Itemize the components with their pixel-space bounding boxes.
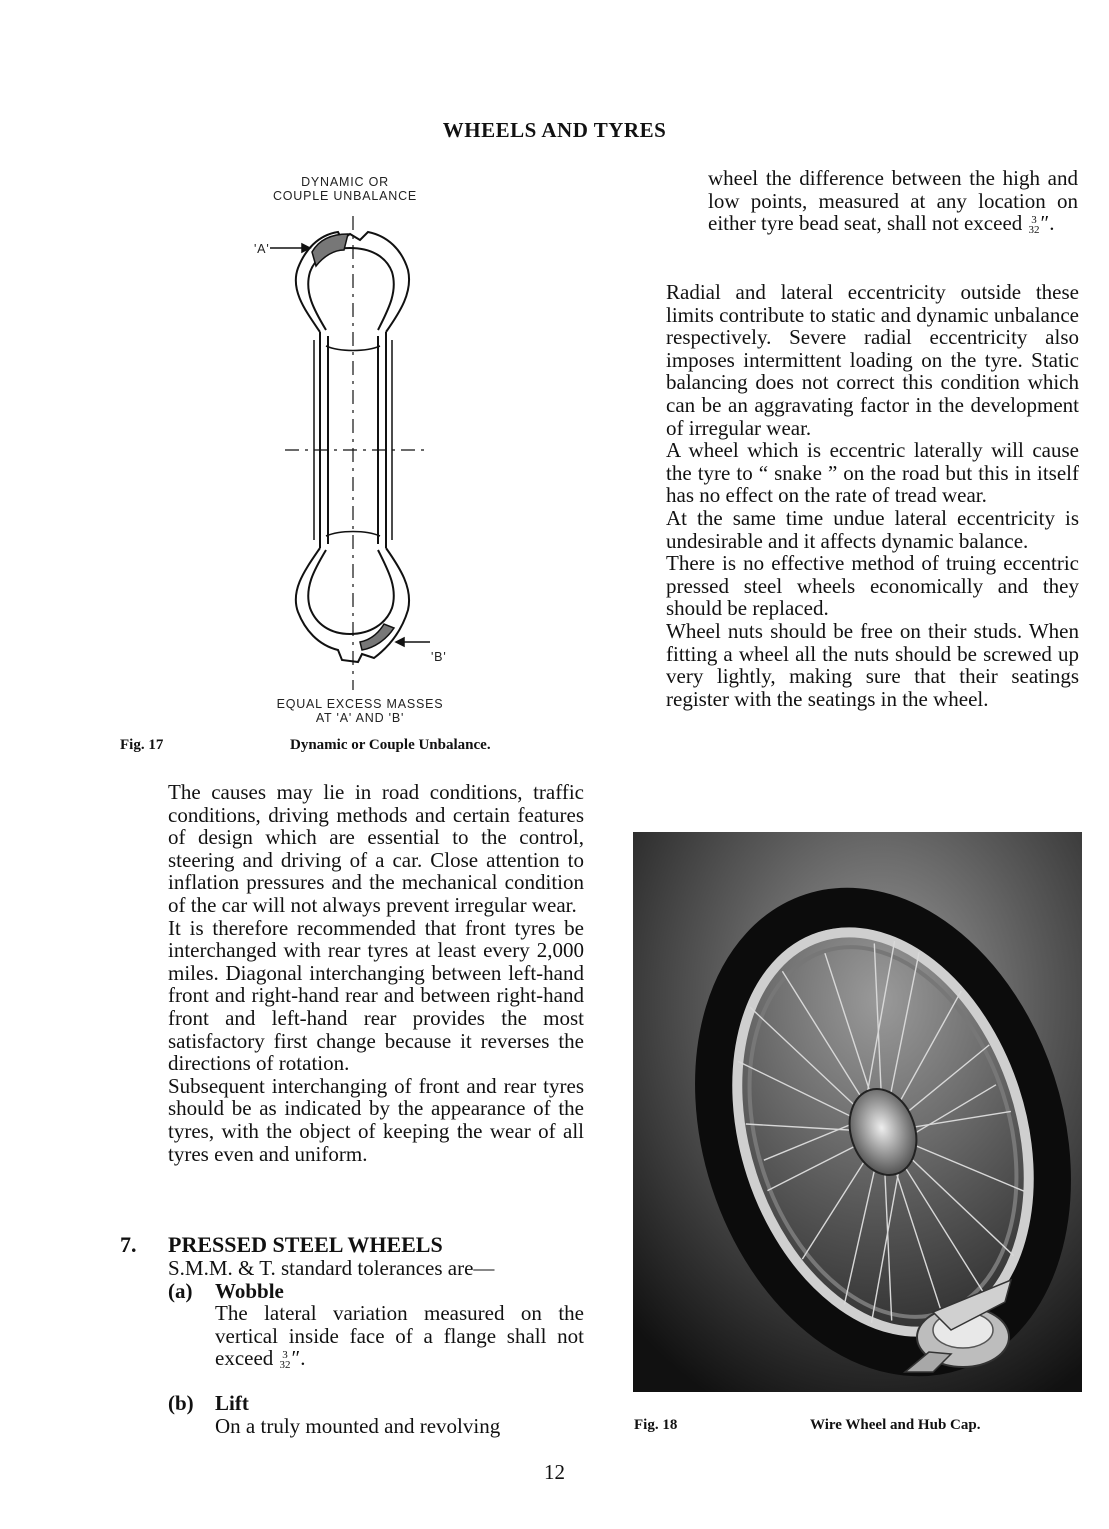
fig17-tyre-cross-section-diagram (250, 210, 450, 700)
marker-b-label: 'B' (431, 650, 447, 664)
fig17-label-bottom-line2: AT 'A' AND 'B' (315, 711, 405, 725)
paragraph-lateral: At the same time undue lateral eccentricity is undesirable and it affects dynamic balance. (666, 505, 1079, 553)
left-body-text (168, 781, 584, 1165)
paragraph-wheel-nuts: Wheel nuts should be free on their studs. When fitting a wheel all the nuts should be screwed up very lightly, making sure that their seatings register with the seatings in the wheel. (666, 618, 1079, 711)
paragraph-subsequent: Subsequent interchanging of front and rear tyres should be as indicated by the appearance of the tyres, with the object of keeping the wear of all tyres even and uniform. (168, 1073, 584, 1166)
paragraph-causes: The causes may lie in road conditions, traffic conditions, driving methods and certain features of design which are essential to the control, steering and driving of a car. Close attention to inflation pressures and the mechanical condition of the car will not always prevent irregular wear. (168, 780, 584, 917)
item-b-text: On a truly mounted and revolving (215, 1414, 501, 1438)
section-heading: PRESSED STEEL WHEELS (168, 1232, 443, 1257)
fraction-3-32-right: 3 32 (1028, 214, 1040, 237)
page-number: 12 (544, 1460, 565, 1484)
item-a-text: The lateral variation measured on the vertical inside face of a flange shall not exceed 3 32 ″. (215, 1301, 584, 1372)
excess-mass-b (360, 624, 394, 650)
fig17-label-top-line2: COUPLE UNBALANCE (272, 189, 418, 203)
item-a-title: Wobble (215, 1279, 284, 1303)
fig17-label-bottom (265, 697, 455, 725)
fig17-caption-text: Dynamic or Couple Unbalance. (290, 737, 491, 753)
right-body-text (666, 281, 1079, 710)
item-b-label: (b) (168, 1391, 194, 1415)
fig17-label-bottom-line1: EQUAL EXCESS MASSES (276, 697, 444, 711)
fraction-3-32: 3 32 (279, 1349, 291, 1372)
paragraph-snake: A wheel which is eccentric laterally will cause the tyre to “ snake ” on the road but this in itself has no effect on the rate of tread wear. (666, 438, 1079, 508)
lower-tyre-inner (308, 550, 394, 634)
fig18-caption-text: Wire Wheel and Hub Cap. (810, 1417, 981, 1433)
section-intro: S.M.M. & T. standard tolerances are— (168, 1256, 495, 1280)
right-continued-text: wheel the difference between the high and low points, measured at any location on either tyre bead seat, shall not exceed 3 32 ″. (708, 166, 1078, 237)
fig18-caption-number: Fig. 18 (634, 1417, 678, 1433)
paragraph-truing: There is no effective method of truing eccentric pressed steel wheels economically and they should be replaced. (666, 551, 1079, 621)
excess-mass-a (312, 234, 348, 266)
fig17-label-top (260, 175, 430, 203)
lift-continuation: wheel the difference between the high and low points, measured at any location on either tyre bead seat, shall not exceed (708, 166, 1078, 236)
wire-wheel-photograph (633, 832, 1082, 1392)
fig17-label-top-line1: DYNAMIC OR (301, 175, 389, 189)
paragraph-interchange: It is therefore recommended that front tyres be interchanged with rear tyres at least every 2,000 miles. Diagonal interchanging between left-hand front and right-hand rear and between right-hand front and left-hand rear provides the most satisfactory first change because it reverses the directions of rotation. (168, 915, 584, 1076)
page-title: WHEELS AND TYRES (442, 118, 667, 142)
fig17-caption-number: Fig. 17 (120, 737, 164, 753)
item-b-title: Lift (215, 1391, 249, 1415)
item-a-body: The lateral variation measured on the vertical inside face of a flange shall not exceed (215, 1301, 584, 1371)
paragraph-eccentricity: Radial and lateral eccentricity outside these limits contribute to static and dynamic unbalance respectively. Severe radial eccentricity also imposes intermittent loading on the tyre. Static balancing does not correct this condition which can be an aggravating factor in the development of irregular wear. (666, 280, 1079, 440)
section-number: 7. (120, 1232, 137, 1257)
item-a-label: (a) (168, 1279, 193, 1303)
marker-a-label: 'A' (254, 242, 270, 256)
